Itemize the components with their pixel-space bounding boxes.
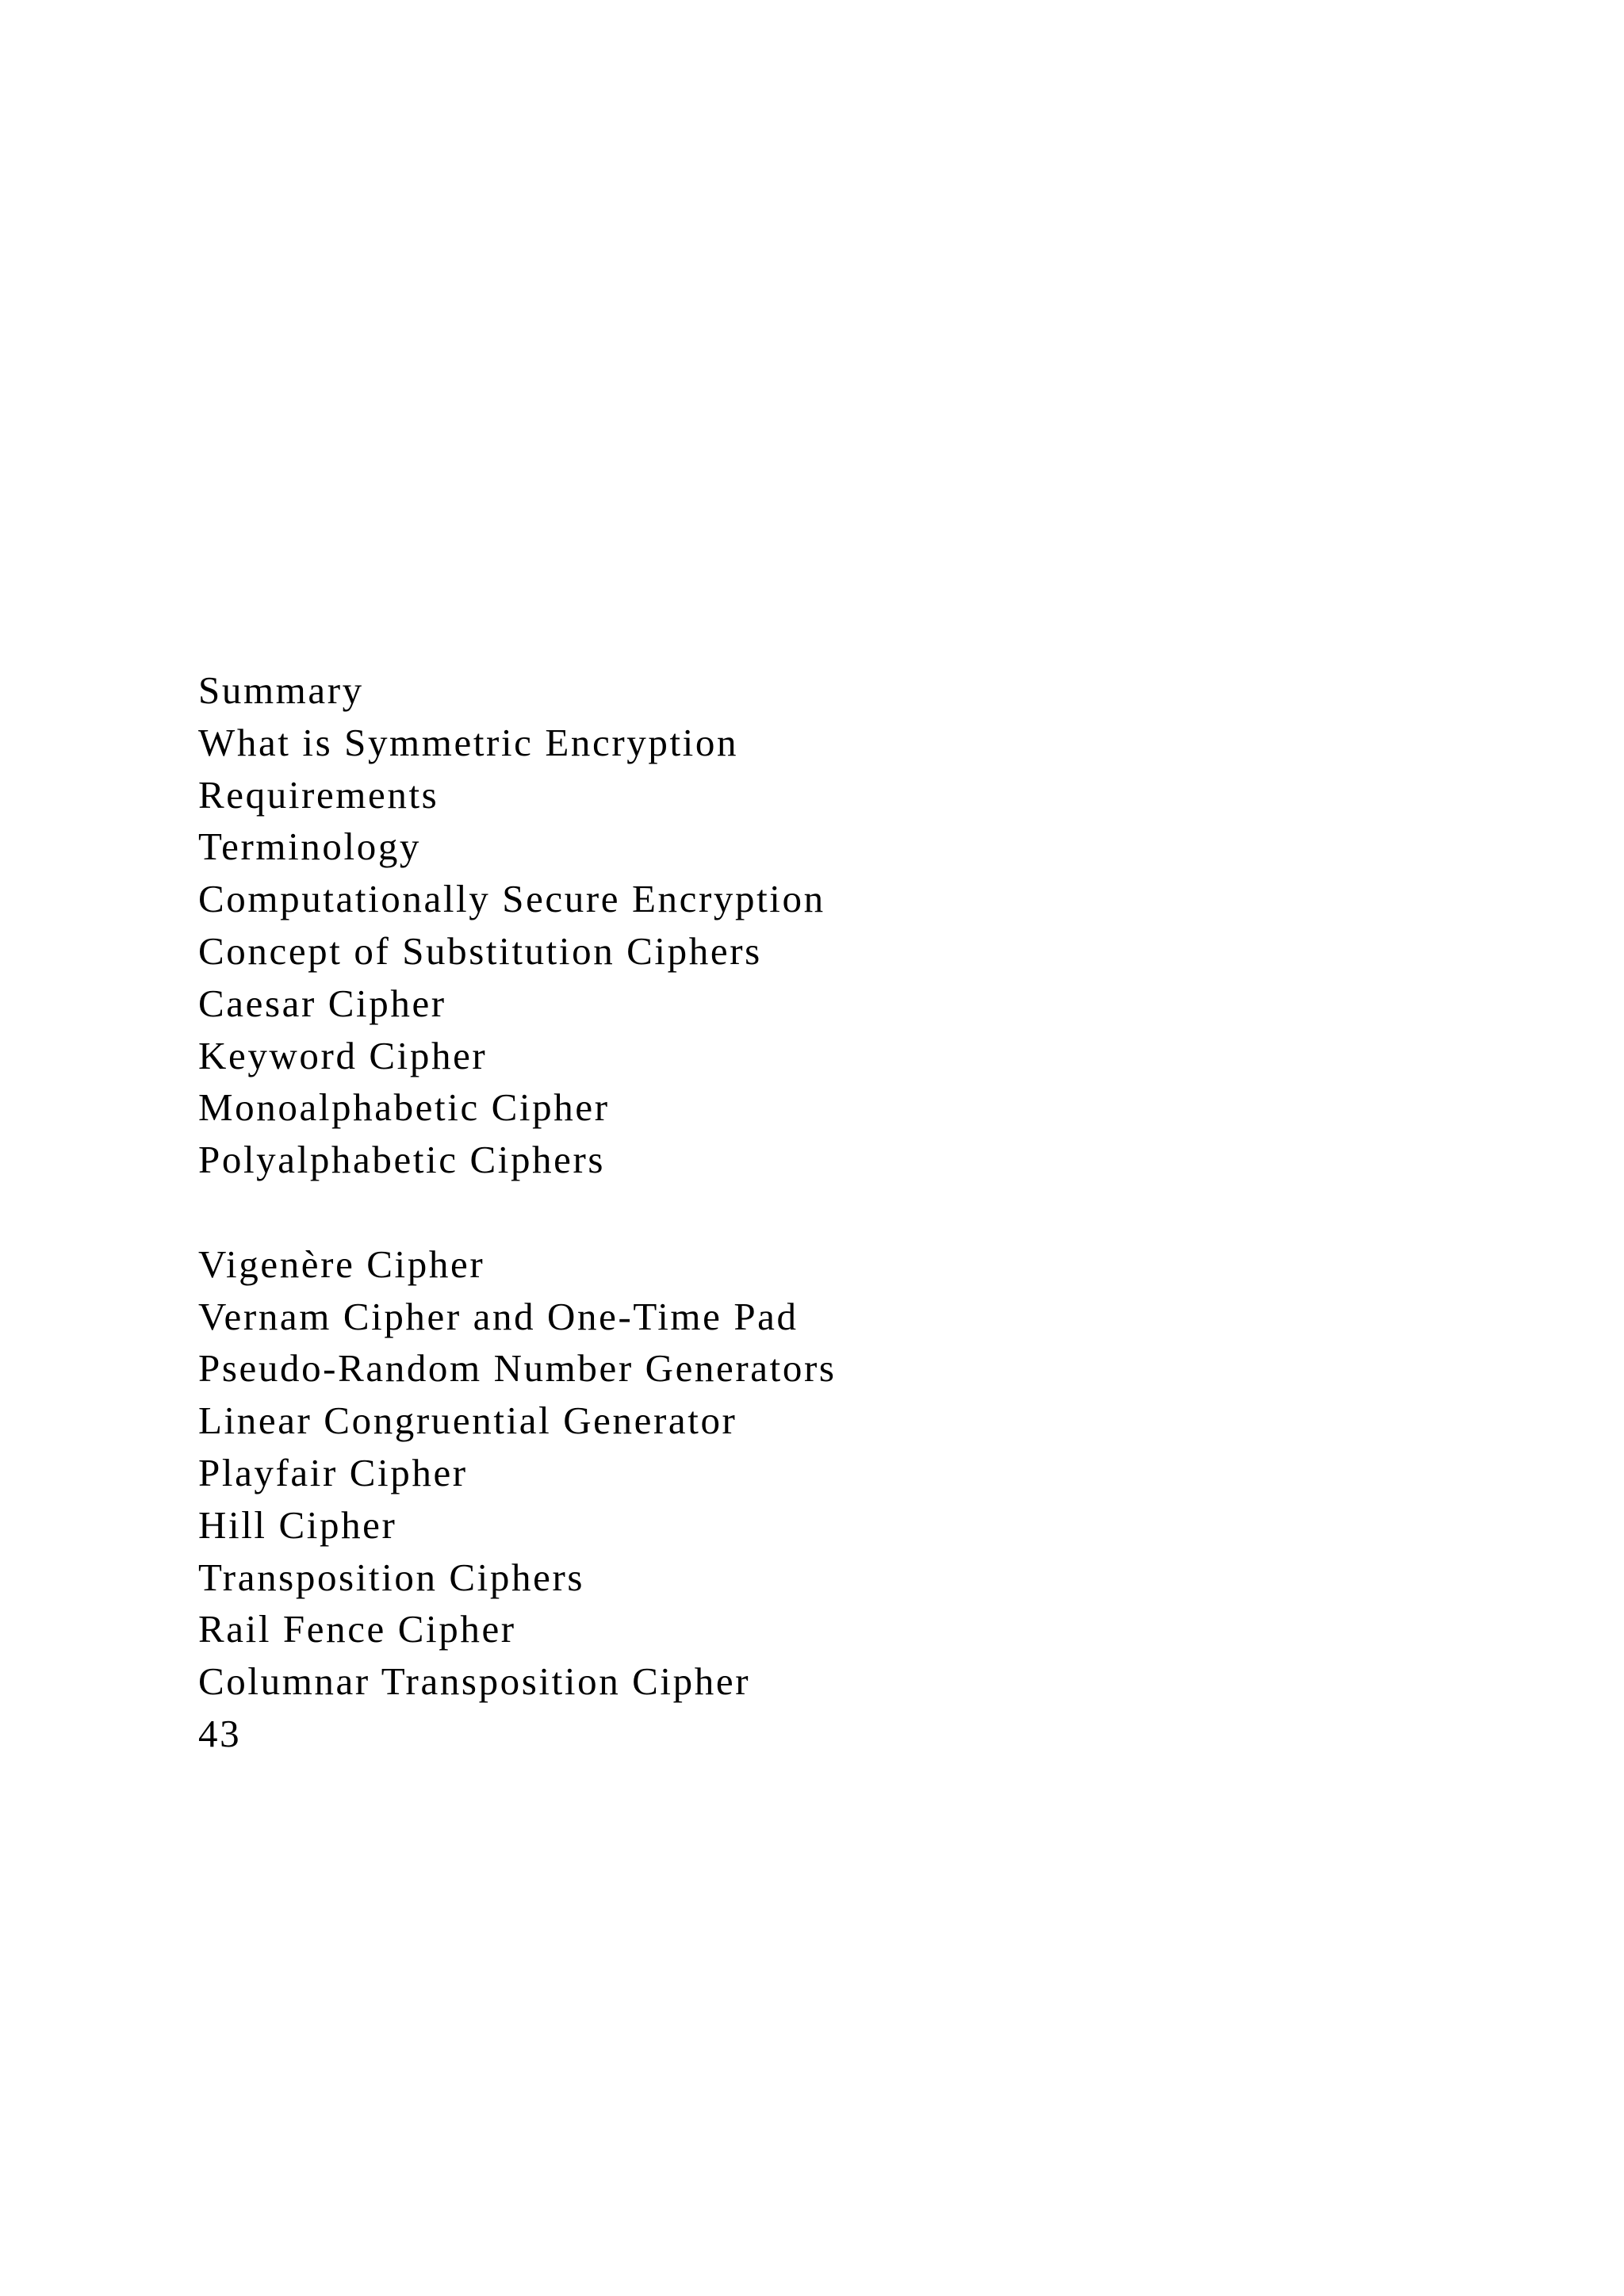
topic-list	[198, 664, 837, 1760]
topic-item: Vigenère Cipher	[198, 1242, 485, 1286]
topic-item: Vernam Cipher and One-Time Pad	[198, 1294, 799, 1338]
page-number: 43	[198, 1711, 242, 1755]
topic-item: Hill Cipher	[198, 1502, 397, 1547]
topic-item: Monoalphabetic Cipher	[198, 1085, 610, 1130]
blank-line	[198, 1186, 837, 1238]
topic-item: Terminology	[198, 825, 422, 869]
topic-item: Polyalphabetic Ciphers	[198, 1138, 606, 1182]
topic-item: Summary	[198, 668, 364, 712]
topic-item: Transposition Ciphers	[198, 1555, 585, 1599]
topic-item: Columnar Transposition Cipher	[198, 1659, 751, 1704]
topic-item: Linear Congruential Generator	[198, 1399, 737, 1443]
topic-item: Caesar Cipher	[198, 981, 446, 1025]
topic-item: Requirements	[198, 772, 439, 817]
topic-item: Keyword Cipher	[198, 1033, 488, 1077]
topic-item: Computationally Secure Encryption	[198, 877, 825, 921]
topic-item: Playfair Cipher	[198, 1450, 468, 1494]
topic-item: Concept of Substitution Ciphers	[198, 928, 762, 973]
topic-item: What is Symmetric Encryption	[198, 720, 739, 764]
topic-item: Pseudo-Random Number Generators	[198, 1346, 837, 1391]
topic-item: Rail Fence Cipher	[198, 1607, 516, 1651]
